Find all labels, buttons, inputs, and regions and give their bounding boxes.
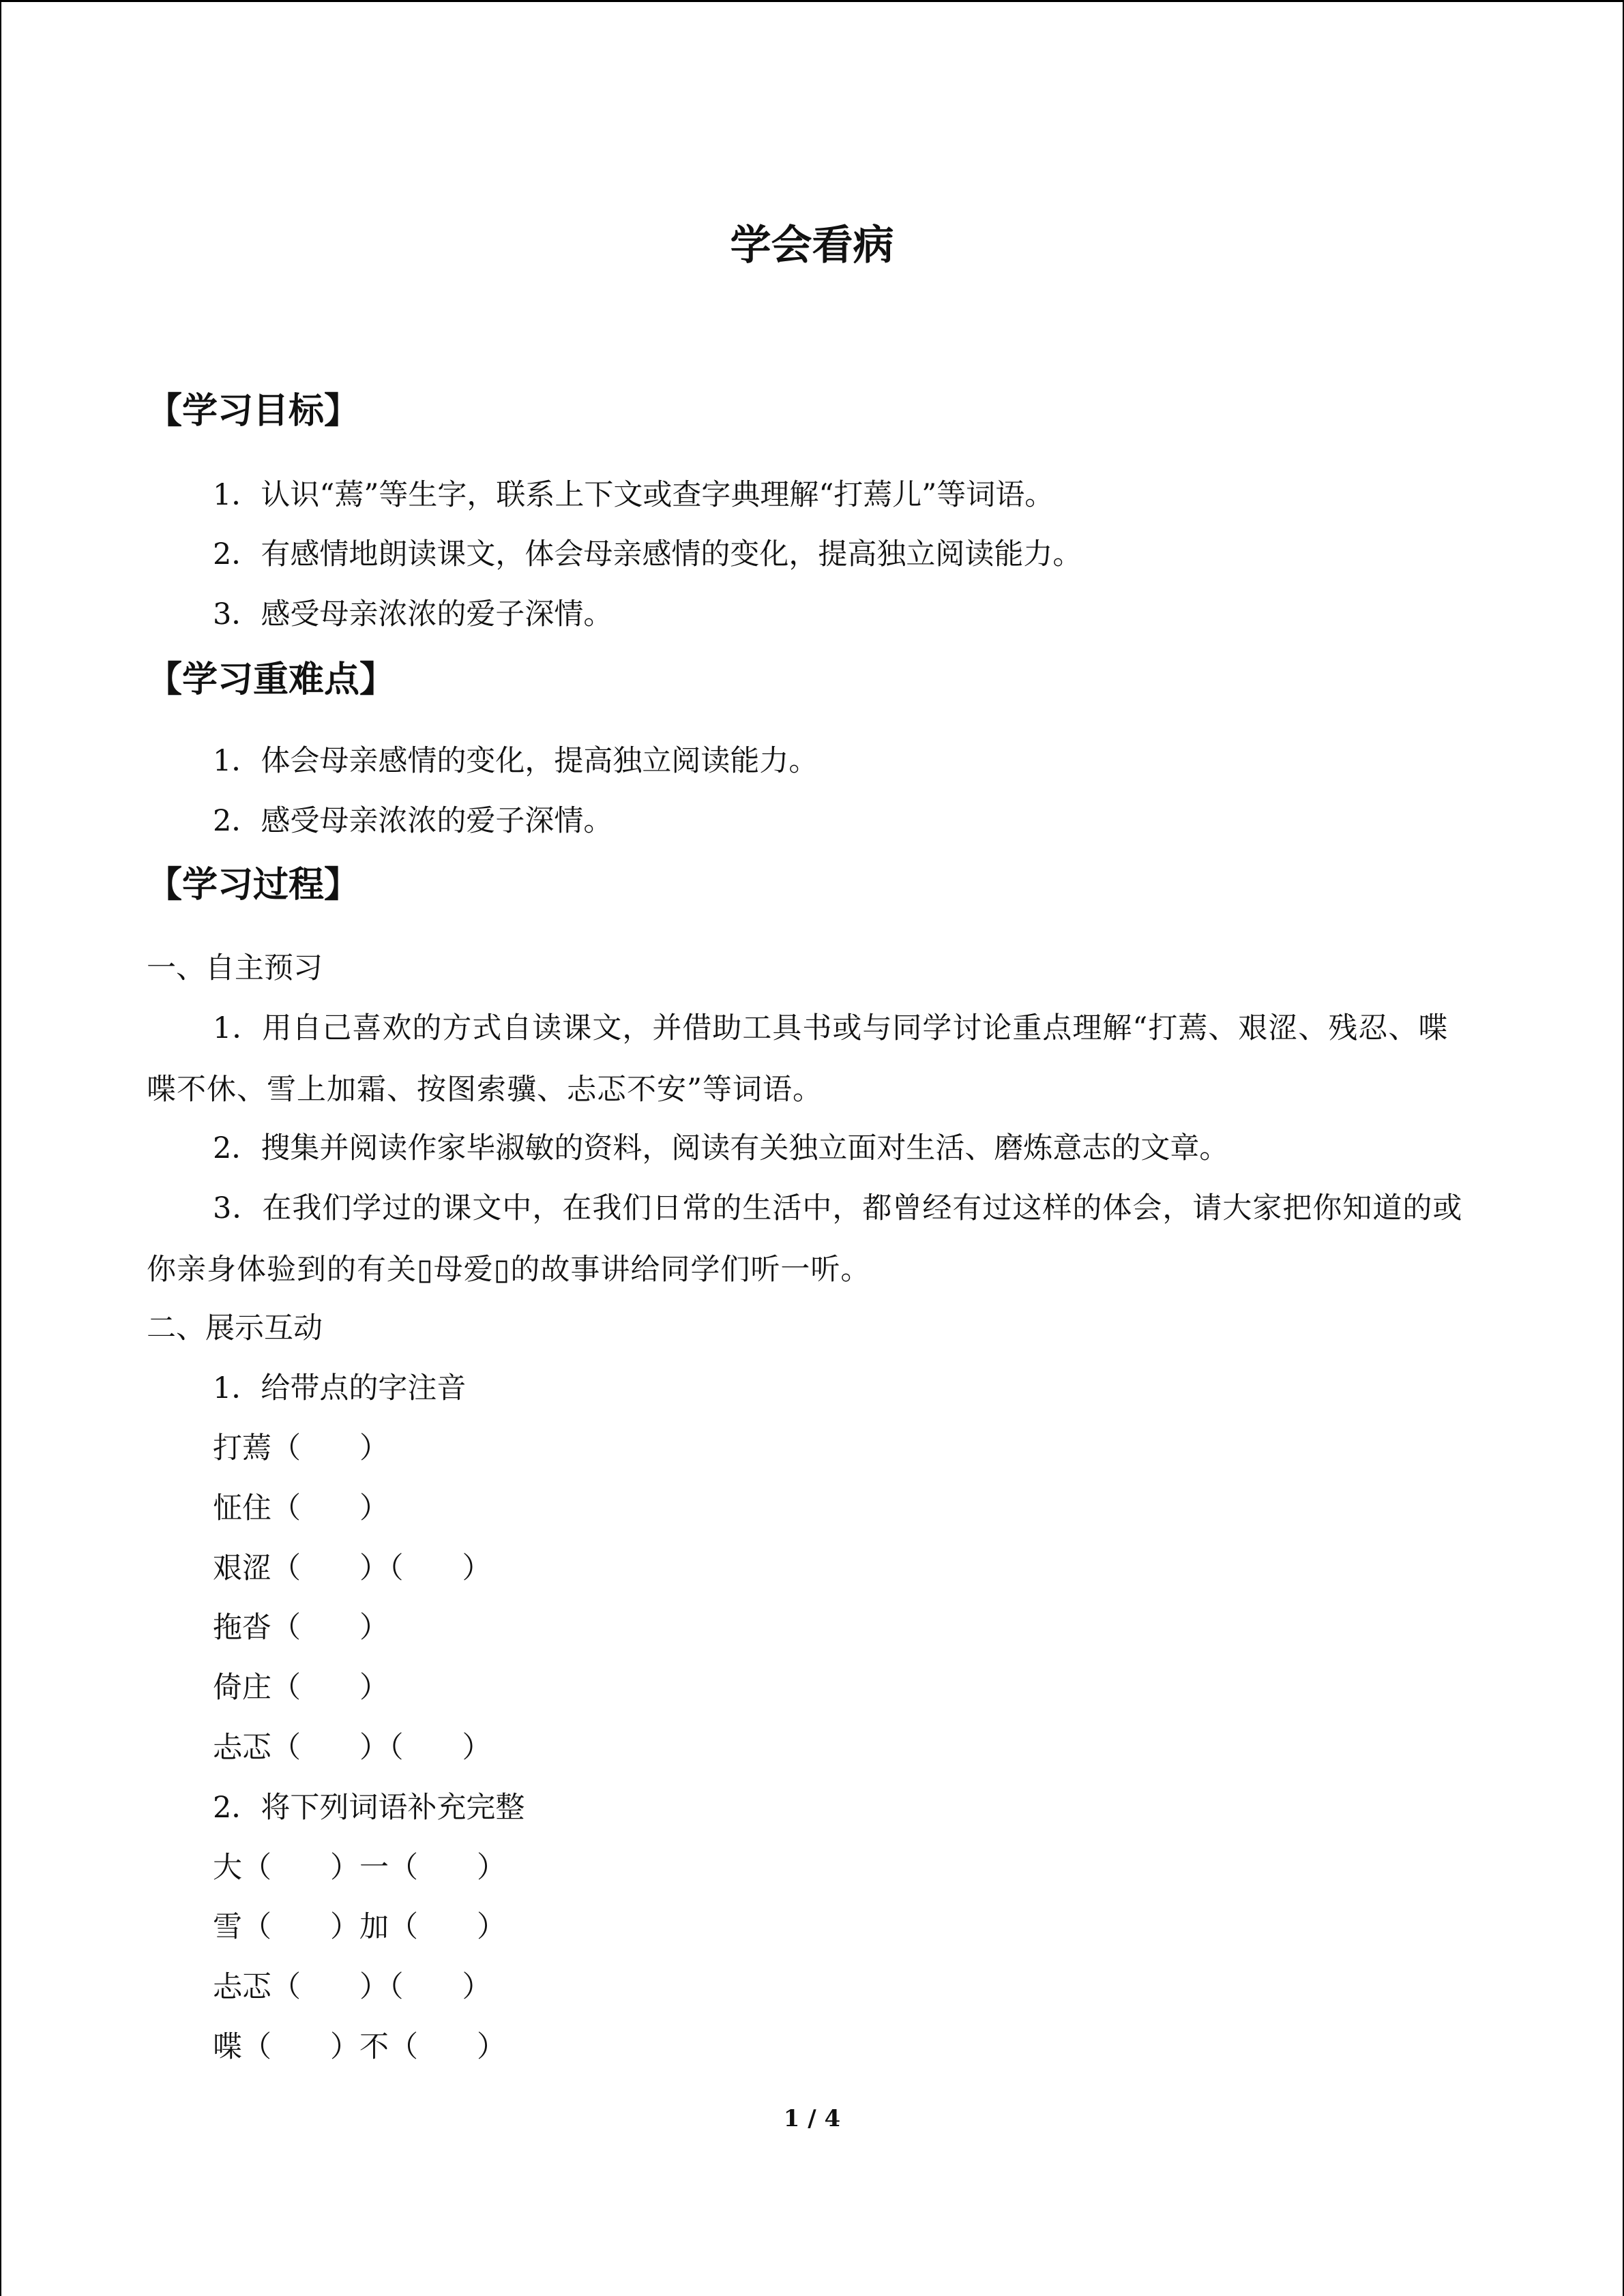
idiom-row: 喋（ ）不（ ） <box>213 2030 506 2064</box>
preview-item: 3．在我们学过的课文中，在我们日常的生活中，都曾经有过这样的体会，请大家把你知道的或你亲身体验到的有关▯母爱▯的故事讲给同学们听一听。 <box>147 1191 1463 1287</box>
process-heading: 【学习过程】 <box>147 865 360 906</box>
section-title-interaction: 二、展示互动 <box>147 1311 323 1345</box>
page-title: 学会看病 <box>730 222 894 269</box>
pinyin-row: 忐忑（ ）（ ） <box>213 1731 492 1765</box>
pinyin-row: 拖沓（ ） <box>213 1611 389 1645</box>
pinyin-row: 倚庄（ ） <box>213 1671 389 1705</box>
pinyin-row: 打蔫（ ） <box>213 1431 389 1465</box>
idiom-row: 忐忑（ ）（ ） <box>213 1970 492 2004</box>
key-points-heading: 【学习重难点】 <box>147 659 396 700</box>
idiom-row: 大（ ）一（ ） <box>213 1851 506 1885</box>
pinyin-row: 艰涩（ ）（ ） <box>213 1551 492 1585</box>
key-point-item: 2．感受母亲浓浓的爱子深情。 <box>213 804 613 838</box>
idiom-row: 雪（ ）加（ ） <box>213 1910 506 1944</box>
question-title: 1．给带点的字注音 <box>213 1371 467 1405</box>
page-number: 1 / 4 <box>783 2105 841 2132</box>
question-title: 2．将下列词语补充完整 <box>213 1791 525 1825</box>
key-point-item: 1．体会母亲感情的变化，提高独立阅读能力。 <box>213 744 818 778</box>
objective-item: 3．感受母亲浓浓的爱子深情。 <box>213 597 613 631</box>
preview-item: 2．搜集并阅读作家毕淑敏的资料，阅读有关独立面对生活、磨炼意志的文章。 <box>213 1131 1229 1165</box>
preview-item: 1．用自己喜欢的方式自读课文，并借助工具书或与同学讨论重点理解“打蔫、艰涩、残忍、喋喋不休、雪上加霜、按图索骥、忐忑不安”等词语。 <box>147 1011 1449 1107</box>
pinyin-row: 怔住（ ） <box>213 1491 389 1525</box>
objectives-heading: 【学习目标】 <box>147 391 360 432</box>
section-title-preview: 一、自主预习 <box>147 951 323 985</box>
objective-item: 2．有感情地朗读课文，体会母亲感情的变化，提高独立阅读能力。 <box>213 537 1082 571</box>
objective-item: 1．认识“蔫”等生字，联系上下文或查字典理解“打蔫儿”等词语。 <box>213 478 1054 512</box>
